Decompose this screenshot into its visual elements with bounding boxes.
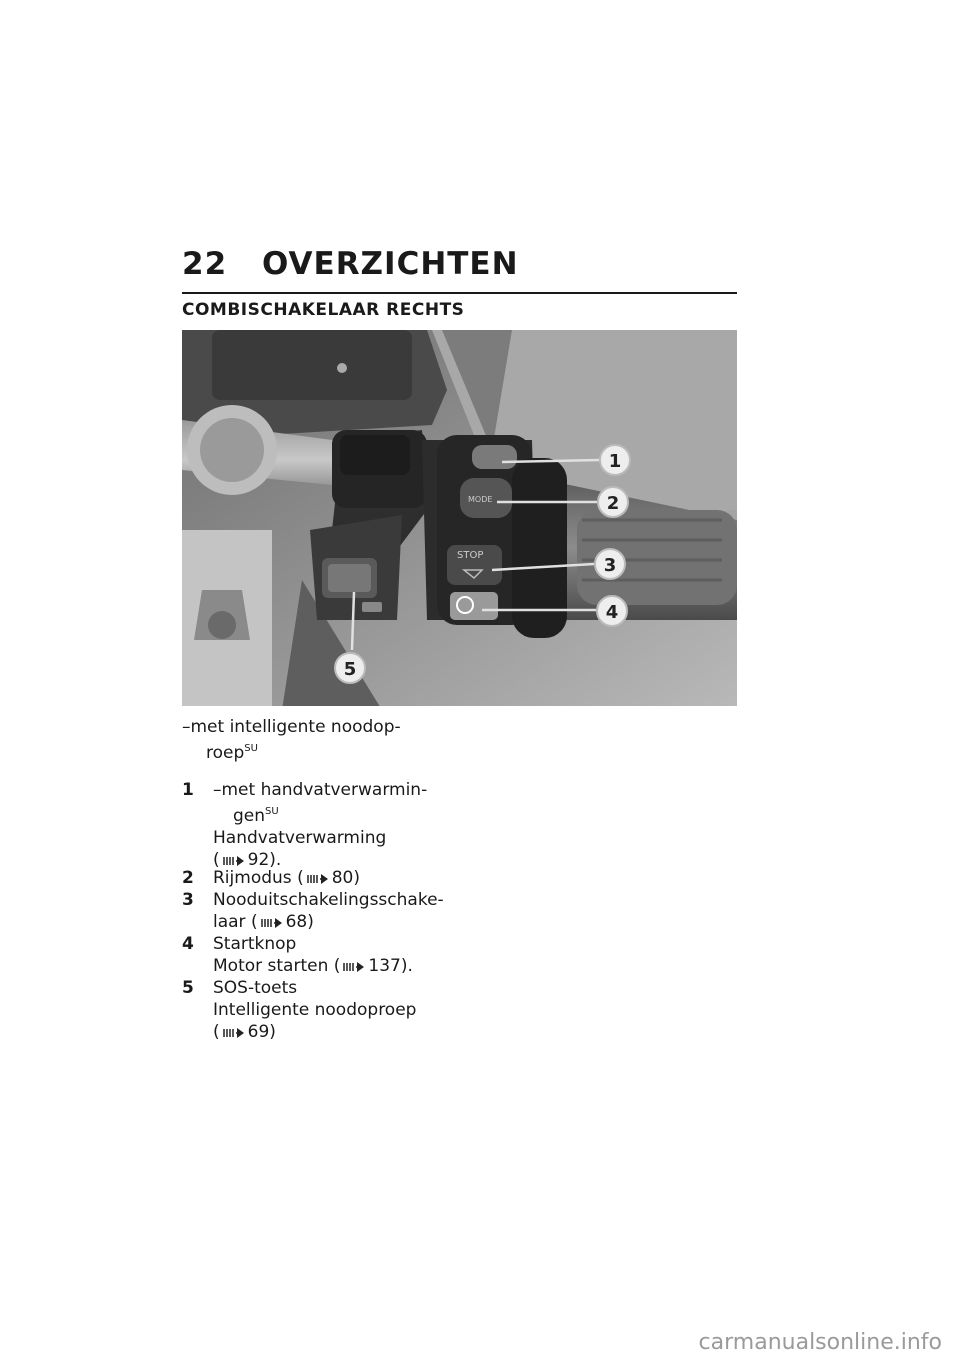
legend-number: 4 (182, 934, 194, 954)
stop-button-text: STOP (457, 550, 484, 561)
legend-number: 2 (182, 868, 194, 888)
page-number: 22 (182, 246, 228, 282)
callout-4-label: 4 (605, 602, 619, 623)
arrow-reference-icon (223, 855, 245, 867)
legend-item-3 (182, 889, 482, 933)
legend-item-1 (182, 779, 482, 870)
legend-text: Startknop (213, 934, 297, 954)
mode-button-text: MODE (468, 495, 493, 504)
intro-note (182, 716, 482, 764)
legend-ref-page: 69) (247, 1022, 276, 1042)
legend-ref-page: 137). (368, 956, 413, 976)
legend-text (213, 911, 482, 933)
intro-line-2 (182, 738, 482, 764)
legend-ref[interactable]: ( 68) (250, 912, 314, 932)
watermark: carmanualsonline.info (698, 1330, 942, 1355)
legend-number: 1 (182, 780, 194, 800)
arrow-reference-icon (223, 1027, 245, 1039)
legend-text: Nooduitschakelingsschake- (213, 890, 444, 910)
legend-text (213, 955, 482, 977)
legend-text-part: Rijmodus (213, 868, 292, 888)
legend-ref[interactable]: ( 80) (297, 868, 360, 888)
legend-sup: SU (265, 806, 279, 817)
callout-1-label: 1 (608, 451, 622, 472)
legend-text: SOS-toets (213, 978, 298, 998)
legend-text-part: Motor starten (213, 956, 329, 976)
arrow-reference-icon (307, 873, 329, 885)
legend-ref[interactable]: ( 69) (213, 1022, 276, 1042)
legend-text-part: laar (213, 912, 246, 932)
arrow-reference-icon (261, 917, 283, 929)
legend-text: Handvatverwarming (213, 828, 387, 848)
intro-sup: SU (244, 743, 258, 754)
legend-ref-page: 92). (247, 850, 282, 870)
legend-ref[interactable]: ( 137). (333, 956, 413, 976)
legend-text (213, 867, 482, 889)
callout-4 (597, 596, 627, 626)
chapter-title: OVERZICHTEN (262, 246, 519, 282)
legend-text: –met handvatverwarmin- (213, 780, 428, 800)
legend-item-4 (182, 933, 482, 977)
legend-text: Intelligente noodoproep (213, 1000, 417, 1020)
legend-text-part: gen (233, 806, 266, 826)
callout-5 (335, 653, 365, 683)
legend-ref[interactable]: ( 92). (213, 850, 282, 870)
legend-ref-page: 68) (285, 912, 314, 932)
intro-line-2-text: roep (206, 743, 245, 763)
callout-3 (595, 549, 625, 579)
callout-5-label: 5 (343, 659, 357, 680)
legend-item-5 (182, 977, 482, 1043)
legend-number: 5 (182, 978, 194, 998)
callout-1 (600, 445, 630, 475)
handlebar-switch-photo (182, 330, 737, 706)
header-rule (182, 292, 737, 294)
handlebar-illustration (182, 330, 737, 706)
legend-text (213, 801, 482, 827)
legend-number: 3 (182, 890, 194, 910)
callout-2-label: 2 (606, 493, 620, 514)
legend-ref-page: 80) (331, 868, 360, 888)
legend-list (182, 779, 482, 1043)
intro-line-1: –met intelligente noodop- (182, 717, 401, 737)
section-title: COMBISCHAKELAAR RECHTS (182, 300, 465, 320)
legend-item-2 (182, 867, 482, 889)
arrow-reference-icon (343, 961, 365, 973)
callout-3-label: 3 (603, 555, 617, 576)
callout-2 (598, 487, 628, 517)
